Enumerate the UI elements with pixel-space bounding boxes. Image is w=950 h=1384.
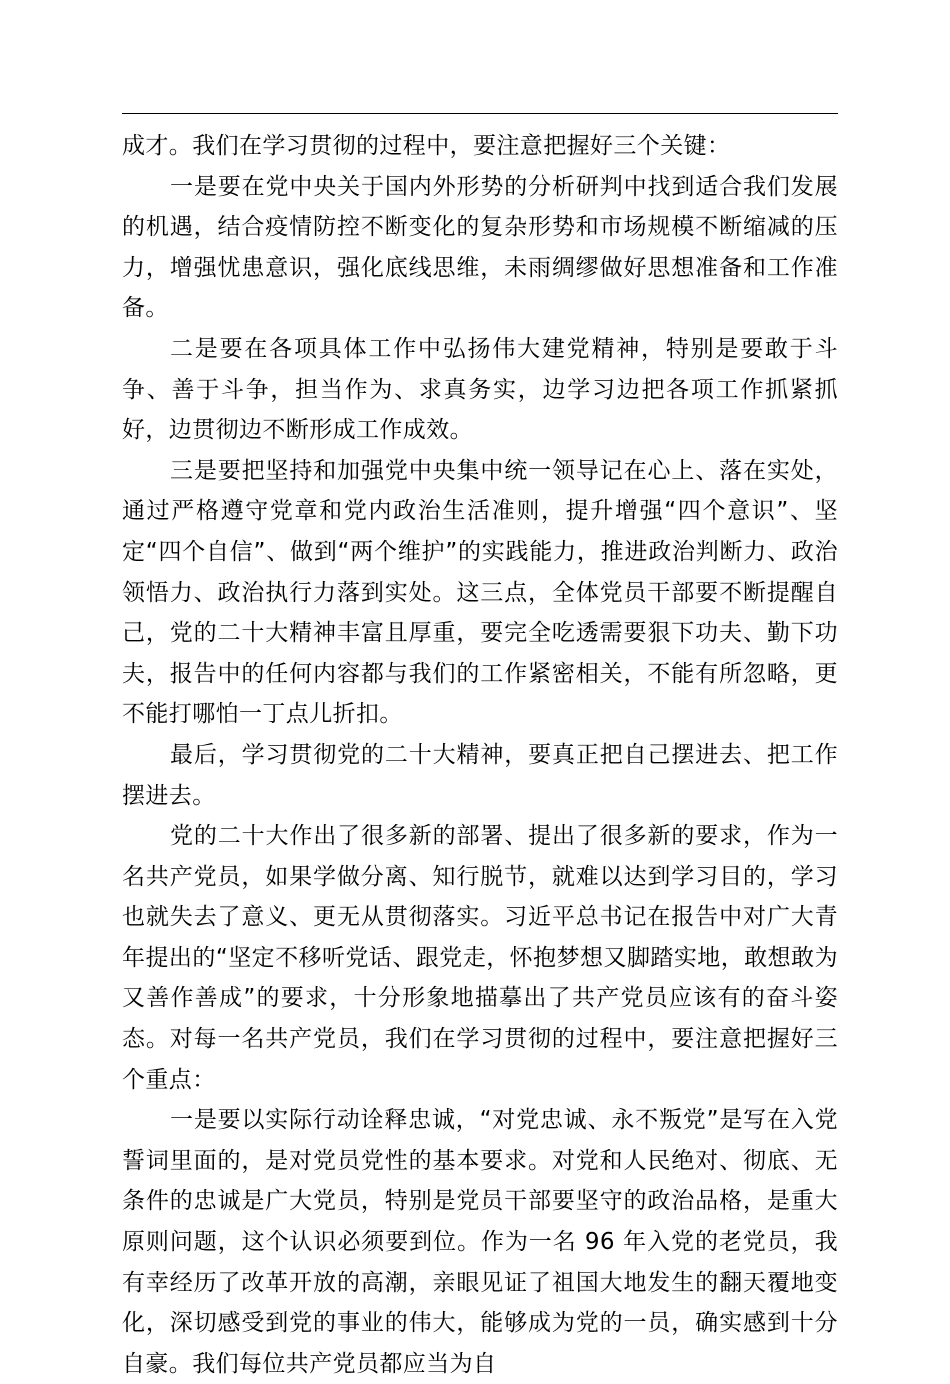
paragraph-point-two: 二是要在各项具体工作中弘扬伟大建党精神，特别是要敢于斗争、善于斗争，担当作为、求真务实，边学习边把各项工作抓紧抓好，边贯彻边不断形成工作成效。 <box>122 335 838 444</box>
header-rule <box>122 113 838 114</box>
paragraph-continuation: 成才。我们在学习贯彻的过程中，要注意把握好三个关键： <box>122 133 731 159</box>
paragraph-new-requirements: 党的二十大作出了很多新的部署、提出了很多新的要求，作为一名共产党员，如果学做分离、知行脱节，就难以达到学习目的，学习也就失去了意义、更无从贯彻落实。习近平总书记在报告中对广大青年提出的“坚定不移听党话、跟党走，怀抱梦想又脚踏实地，敢想敢为又善作善成”的要求，十分形象地描摹出了共产党员应该有的奋斗姿态。对每一名共产党员，我们在学习贯彻的过程中，要注意把握好三个重点： <box>122 823 838 1093</box>
paragraph-finally: 最后，学习贯彻党的二十大精神，要真正把自己摆进去、把工作摆进去。 <box>122 741 838 809</box>
body-text <box>122 126 838 1384</box>
paragraph-loyalty: 一是要以实际行动诠释忠诚，“对党忠诚、永不叛党”是写在入党誓词里面的，是对党员党性的基本要求。对党和人民绝对、彻底、无条件的忠诚是广大党员，特别是党员干部要坚守的政治品格，是重大原则问题，这个认识必须要到位。作为一名 96 年入党的老党员，我有幸经历了改革开放的高潮，亲眼见证了祖国大地发生的翻天覆地变化，深切感受到党的事业的伟大，能够成为党的一员，确实感到十分自豪。我们每位共产党员都应当为自 <box>122 1107 838 1377</box>
paragraph-point-one: 一是要在党中央关于国内外形势的分析研判中找到适合我们发展的机遇，结合疫情防控不断变化的复杂形势和市场规模不断缩减的压力，增强忧患意识，强化底线思维，未雨绸缪做好思想准备和工作准备。 <box>122 173 838 322</box>
paragraph-point-three: 三是要把坚持和加强党中央集中统一领导记在心上、落在实处，通过严格遵守党章和党内政治生活准则，提升增强“四个意识”、坚定“四个自信”、做到“两个维护”的实践能力，推进政治判断力、政治领悟力、政治执行力落到实处。这三点，全体党员干部要不断提醒自己，党的二十大精神丰富且厚重，要完全吃透需要狠下功夫、勤下功夫，报告中的任何内容都与我们的工作紧密相关，不能有所忽略，更不能打哪怕一丁点儿折扣。 <box>122 457 838 728</box>
